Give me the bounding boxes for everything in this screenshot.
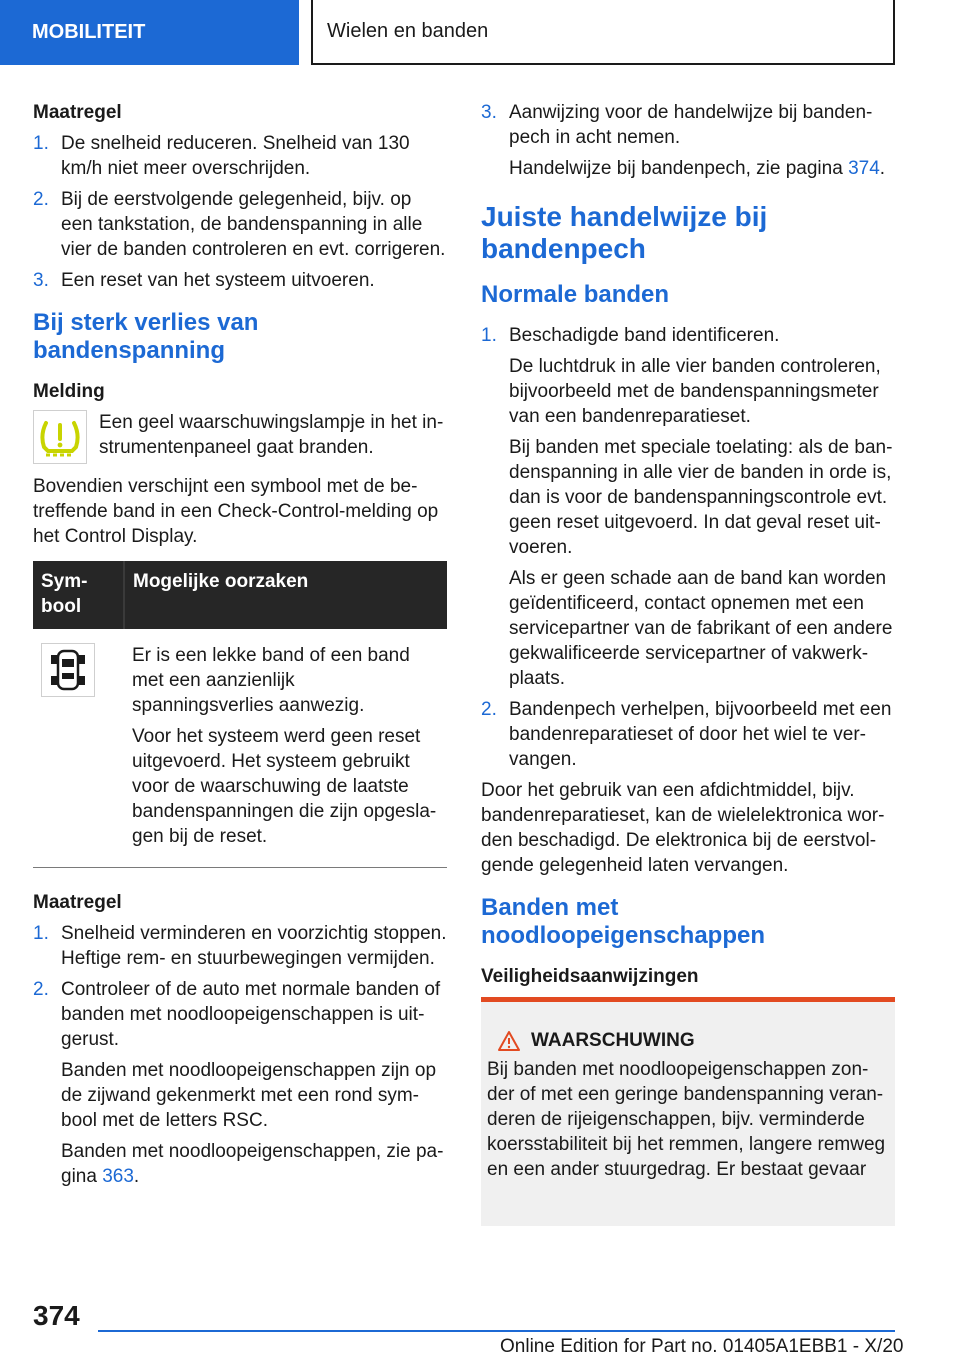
- page-link[interactable]: 374: [848, 158, 880, 179]
- table-header-causes: Mogelijke oorzaken: [124, 561, 447, 629]
- list-number: 1.: [33, 923, 49, 944]
- list-text: De snelheid reduceren. Snelheid van 130 km/h niet meer overschrijden.: [61, 133, 410, 179]
- section-label: MOBILITEIT: [32, 21, 146, 43]
- list-item: [33, 187, 447, 262]
- list-number: 3.: [481, 102, 497, 123]
- list-text: Een reset van het systeem uitvoeren.: [61, 270, 375, 291]
- list-number: 1.: [481, 325, 497, 346]
- reference-text: Handelwijze bij bandenpech, zie pagina: [509, 158, 843, 179]
- list-text: Handelwijze bij bandenpech, zie pagina 374.: [509, 158, 886, 179]
- list-number: 2.: [33, 189, 49, 210]
- list-text: De luchtdruk in alle vier banden controleren, bijvoorbeeld met de bandenspanningsmeter van een bandenreparatieset.: [509, 356, 881, 427]
- warning-lamp-row: [33, 410, 447, 464]
- warning-text: Bij banden met noodloopeigenschappen zonder of met een geringe bandenspanning veranderen de rijeigenschappen, bijv. verminderde koersstabiliteit bij het remmen, langere remweg en een ander stuurgedrag. Er bestaat gevaar: [487, 1059, 886, 1180]
- message-title: Melding: [33, 381, 105, 402]
- section-heading: Banden met noodloopeigenschappen: [481, 894, 766, 949]
- tire-pressure-warning-icon: [33, 410, 87, 464]
- list-text: Bij de eerstvolgende gelegenheid, bijv. op een tankstation, de bandenspanning in alle vier de banden controleren en evt. corrigeren.: [61, 189, 446, 260]
- chapter-header: [311, 0, 895, 65]
- list-number: 2.: [481, 699, 497, 720]
- warning-title: WAARSCHUWING: [531, 1030, 695, 1051]
- warning-header: [489, 1028, 887, 1053]
- cause-text: Er is een lekke band of een band met een aanzienlijk spanningsverlies aanwezig.: [132, 645, 410, 716]
- list-item: [33, 268, 447, 293]
- symbol-table: [33, 561, 447, 868]
- list-item: [33, 977, 447, 1189]
- page-link[interactable]: 363: [102, 1166, 134, 1187]
- list-item: [481, 100, 895, 181]
- list-number: 2.: [33, 979, 49, 1000]
- list-text: Aanwijzing voor de handelwijze bij bandenpech in acht nemen.: [509, 102, 873, 148]
- table-row: [33, 629, 447, 868]
- footer-divider: [98, 1330, 895, 1332]
- warning-triangle-icon: [497, 1030, 521, 1052]
- additional-text: Bovendien verschijnt een symbool met de betreffende band in een Check-Control-melding op het Control Display.: [33, 476, 439, 547]
- left-column: [33, 100, 447, 1195]
- list-number: 3.: [33, 270, 49, 291]
- measure-title: Maatregel: [33, 102, 122, 123]
- edition-text: Online Edition for Part no. 01405A1EBB1 - X/20: [500, 1336, 904, 1357]
- section-heading: Normale banden: [481, 281, 670, 308]
- list-item: [33, 921, 447, 971]
- list-text: Beschadigde band identificeren.: [509, 325, 780, 346]
- list-item: [481, 697, 895, 772]
- car-tire-warning-icon: [41, 643, 95, 697]
- list-text: Banden met noodloopeigenschappen, zie pagina 363.: [61, 1141, 444, 1187]
- list-text: Als er geen schade aan de band kan worden geïdentificeerd, contact opnemen met een servicepartner van de fabrikant of een andere gekwalificeerde servicepartner of vakwerkplaats.: [509, 568, 893, 689]
- list-text: Banden met noodloopeigenschappen zijn op de zijwand gekenmerkt met een rond symbool met de letters RSC.: [61, 1060, 437, 1131]
- section-heading: Bij sterk verlies van bandenspanning: [33, 309, 259, 364]
- cause-text: Voor het systeem werd geen reset uitgevoerd. Het systeem gebruikt voor de waarschuwing de laatste bandenspanningen die zijn opgeslagen bij de reset.: [132, 726, 437, 847]
- list-text: Controleer of de auto met normale banden of banden met noodloopeigenschappen is uitgerust.: [61, 979, 441, 1050]
- main-heading: Juiste handelwijze bij bandenpech: [481, 201, 768, 264]
- safety-title: Veiligheidsaanwijzingen: [481, 966, 699, 987]
- section-tab: [0, 0, 299, 65]
- reference-text: Banden met noodloopeigenschappen, zie pagina: [61, 1141, 444, 1187]
- list-item: [33, 131, 447, 181]
- list-item: [481, 323, 895, 691]
- chapter-title: Wielen en banden: [327, 20, 489, 42]
- list-text: Bandenpech verhelpen, bijvoorbeeld met een bandenreparatieset of door het wiel te vervangen.: [509, 699, 892, 770]
- page-number: 374: [33, 1300, 80, 1331]
- list-text: Bij banden met speciale toelating: als de bandenspanning in alle vier de banden in orde is, dan is voor de bandenspanningscontrole evt. geen reset uitgevoerd. In dat geval reset uitvoeren.: [509, 437, 893, 558]
- message-text: Een geel waarschuwingslampje in het instrumentenpaneel gaat branden.: [99, 412, 444, 458]
- table-header-symbol: Symbool: [33, 561, 124, 629]
- list-text: Snelheid verminderen en voorzichtig stoppen. Heftige rem- en stuurbewegingen vermijden.: [61, 923, 447, 969]
- sealant-note: Door het gebruik van een afdichtmiddel, bijv. bandenreparatieset, kan de wielelektronica worden beschadigd. De elektronica bij de eerstvolgende gelegenheid laten vervangen.: [481, 780, 885, 876]
- list-number: 1.: [33, 133, 49, 154]
- measure-title: Maatregel: [33, 892, 122, 913]
